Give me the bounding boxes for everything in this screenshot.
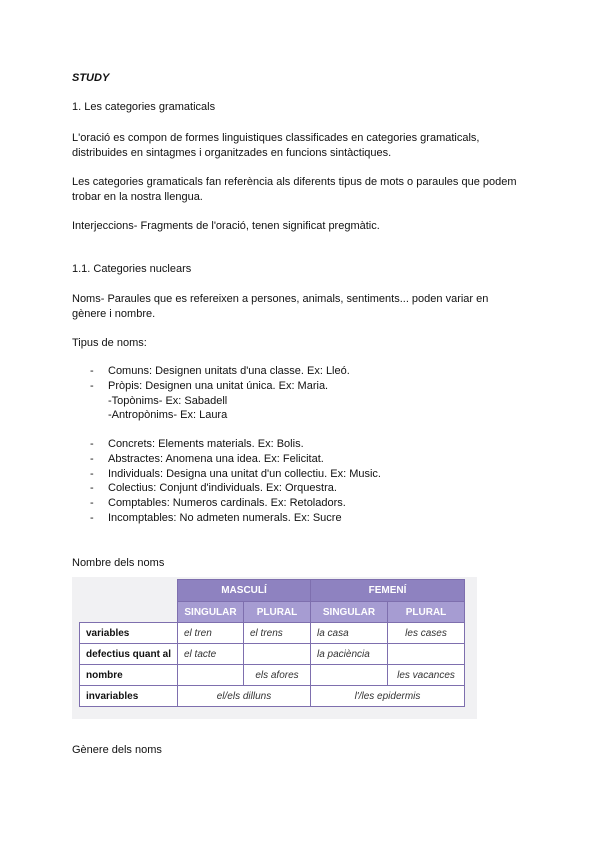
doc-title: STUDY	[72, 72, 110, 84]
list-item: - Pròpis: Designen una unitat única. Ex: Maria.	[90, 379, 329, 392]
table-cell: la paciència	[311, 644, 388, 665]
table-corner	[80, 580, 178, 602]
genere-heading: Gènere dels noms	[72, 744, 162, 756]
table-row	[80, 623, 465, 644]
noun-number-table-figure	[72, 577, 477, 719]
table-row	[80, 686, 465, 707]
header-masculi: MASCULÍ	[178, 580, 311, 602]
bullet-dash: -	[90, 365, 94, 377]
table-subheader-row	[80, 602, 465, 623]
noun-types-list-2	[72, 437, 381, 526]
paragraph-line: Noms- Paraules que es refereixen a persones, animals, sentiments... poden variar en	[72, 293, 489, 305]
sub-list-item: -Topònims- Ex: Sabadell	[108, 394, 228, 407]
header-singular: SINGULAR	[311, 602, 388, 623]
table-cell	[244, 644, 311, 665]
table-cell: la casa	[311, 623, 388, 644]
table-cell: l'/les epidermis	[311, 686, 465, 707]
table-cell: els afores	[244, 665, 311, 686]
list-item: - Concrets: Elements materials. Ex: Bolis.	[90, 438, 304, 450]
bullet-dash: -	[90, 467, 94, 480]
table-cell	[311, 665, 388, 686]
paragraph-line: trobar en la nostra llengua.	[72, 191, 203, 203]
sub-list-item: -Antropònims- Ex: Laura	[108, 409, 228, 422]
table-cell: el/els dilluns	[178, 686, 311, 707]
list-item: - Incomptables: No admeten numerals. Ex: Sucre	[90, 511, 342, 524]
table-cell: les vacances	[388, 665, 465, 686]
bullet-dash: -	[90, 511, 94, 524]
paragraph-line: L'oració es compon de formes linguistiques classificades en categories gramaticals,	[72, 132, 480, 144]
table-row	[80, 644, 465, 665]
row-label-defectius: defectius quant al	[80, 644, 178, 665]
row-label-invariables: invariables	[80, 686, 178, 707]
bullet-dash: -	[90, 452, 94, 465]
table-cell: el tacte	[178, 644, 244, 665]
section-heading-1: 1. Les categories gramaticals	[72, 101, 216, 113]
list-item: - Abstractes: Anomena una idea. Ex: Felicitat.	[90, 452, 324, 465]
bullet-dash: -	[90, 379, 94, 392]
nombre-heading: Nombre dels noms	[72, 557, 165, 569]
paragraph-line: distribuides en sintagmes i organitzades en funcions sintàctiques.	[72, 147, 392, 159]
list-item: - Individuals: Designa una unitat d'un collectiu. Ex: Music.	[90, 467, 381, 480]
table-cell: el tren	[178, 623, 244, 644]
header-singular: SINGULAR	[178, 602, 244, 623]
header-femeni: FEMENÍ	[311, 580, 465, 602]
paragraph-line: Les categories gramaticals fan referència als diferents tipus de mots o paraules que podem	[72, 176, 517, 188]
bullet-dash: -	[90, 438, 94, 450]
row-label-defectius-cont: nombre	[80, 665, 178, 686]
types-heading: Tipus de noms:	[72, 337, 147, 349]
list-item: - Comptables: Numeros cardinals. Ex: Retoladors.	[90, 497, 346, 510]
table-row	[80, 665, 465, 686]
header-plural: PLURAL	[244, 602, 311, 623]
noun-number-table	[79, 579, 465, 707]
header-plural: PLURAL	[388, 602, 465, 623]
table-corner	[80, 602, 178, 623]
paragraph-line: gènere i nombre.	[72, 308, 156, 320]
table-cell	[388, 644, 465, 665]
noun-types-list	[72, 364, 350, 423]
row-label-variables: variables	[80, 623, 178, 644]
bullet-dash: -	[90, 482, 94, 495]
list-item: - Comuns: Designen unitats d'una classe. Ex: Lleó.	[90, 365, 350, 377]
table-cell: el trens	[244, 623, 311, 644]
section-heading-1-1: 1.1. Categories nuclears	[72, 263, 192, 275]
list-item: - Colectius: Conjunt d'individuals. Ex: Orquestra.	[90, 482, 337, 495]
bullet-dash: -	[90, 497, 94, 510]
table-header-row	[80, 580, 465, 602]
interjections-definition: Interjeccions- Fragments de l'oració, tenen significat pregmàtic.	[72, 220, 380, 232]
table-cell: les cases	[388, 623, 465, 644]
table-cell	[178, 665, 244, 686]
